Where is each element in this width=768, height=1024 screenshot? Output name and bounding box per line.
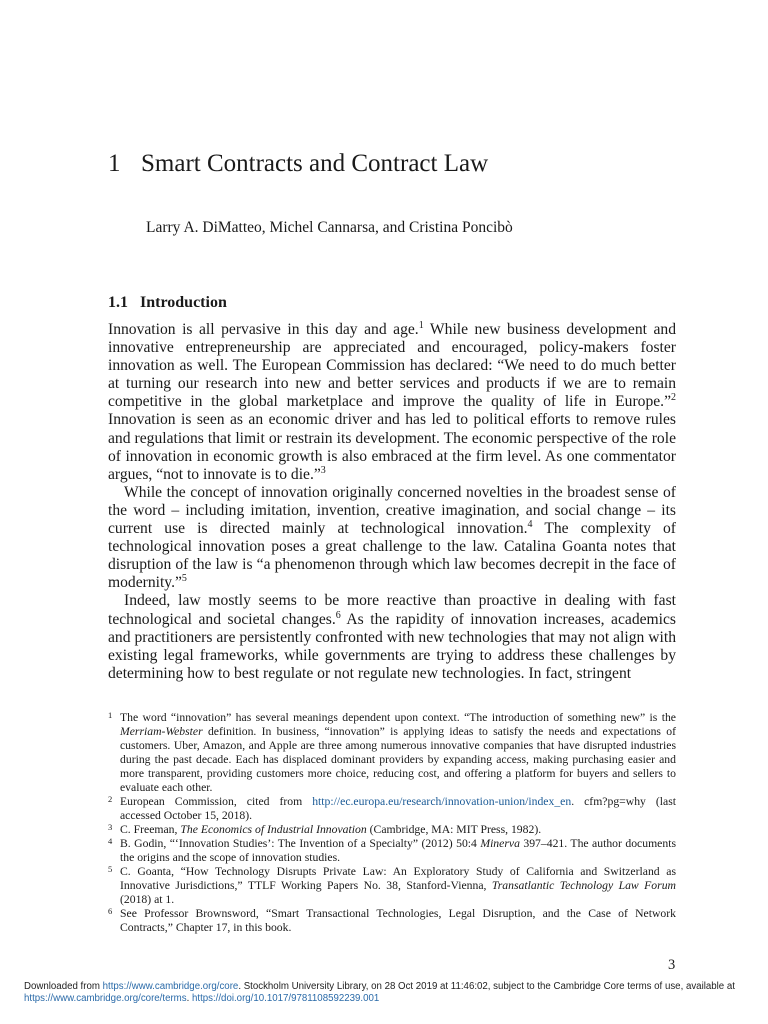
italic-title: Minerva xyxy=(480,837,520,850)
footnote-text: B. Godin, “‘Innovation Studies’: The Invention of a Specialty” (2012) 50:4 Minerva 397–421. The author documents the origins and the scope of innovation studies. xyxy=(120,837,676,864)
chapter-authors: Larry A. DiMatteo, Michel Cannarsa, and Cristina Poncibò xyxy=(146,219,513,236)
footnote-reference: 6 xyxy=(335,609,341,621)
section-number: 1.1 xyxy=(108,294,128,311)
doi-link[interactable]: https://doi.org/10.1017/9781108592239.001 xyxy=(191,993,380,1004)
footnote-number: 5 xyxy=(108,864,113,874)
footnote-number: 6 xyxy=(108,906,113,916)
terms-link[interactable]: https://www.cambridge.org/core/terms xyxy=(24,993,187,1004)
download-prefix: Downloaded from xyxy=(24,981,103,992)
chapter-heading xyxy=(108,148,488,180)
chapter-title: Smart Contracts and Contract Law xyxy=(141,150,489,177)
chapter-number: 1 xyxy=(108,150,121,177)
paragraph: Innovation is all pervasive in this day and age.$^1$ While new business development and innovative entrepreneurship are appreciated and encouraged, policy-makers foster innovation as well. The European Commission has declared: “We need to do much better at turning our research into new and better services and products if we are to remain competitive in the global marketplace and improve the quality of life in Europe.”$^2$ Innovation is seen as an economic driver and has led to political efforts to remove rules and regulations that limit or restrain its development. The economic perspective of the role of innovation in economic growth is also embraced at the firm level. As one commentator argues, “not to innovate is to die.”$^3$ xyxy=(108,319,676,483)
footnote xyxy=(108,907,676,935)
footnote xyxy=(108,711,676,795)
footnote-reference: 1 xyxy=(418,319,424,331)
footnote-reference: 5 xyxy=(181,573,187,585)
footnote-text: The word “innovation” has several meanings dependent upon context. “The introduction of something new” is the Merriam-Webster definition. In business, “innovation” is applying ideas to satisfy the needs and expectations of customers. Uber, Amazon, and Apple are three among numerous innovative companies that have disrupted industries during the past decade. Each has displaced dominant providers by expanding access, making purchasing easier and more transparent, providing customers more choice, reducing cost, and offering a platform for buyers and sellers to evaluate each other. xyxy=(120,711,676,794)
page-number: 3 xyxy=(668,957,676,973)
paragraph: While the concept of innovation originally concerned novelties in the broadest sense of the word – including imitation, invention, creative imagination, and social change – its current use is directed mainly at technological innovation.$^4$ The complexity of technological innovation poses a great challenge to the law. Catalina Goanta notes that disruption of the law is “a phenomenon through which law becomes decrepit in the face of modernity.”$^5$ xyxy=(108,483,676,592)
core-link[interactable]: https://www.cambridge.org/core xyxy=(102,981,239,992)
footnote-number: 1 xyxy=(108,710,113,720)
footnote-number: 3 xyxy=(108,822,113,832)
footnote-reference: 2 xyxy=(671,392,676,404)
footnotes xyxy=(108,711,676,935)
footnote xyxy=(108,823,676,837)
footnote xyxy=(108,865,676,907)
footnote xyxy=(108,837,676,865)
separator: . xyxy=(186,993,192,1004)
download-notice xyxy=(24,981,752,1005)
body-text xyxy=(108,321,676,683)
footnote-reference: 3 xyxy=(320,464,326,476)
footnote-number: 2 xyxy=(108,794,113,804)
italic-title: Merriam-Webster xyxy=(120,725,203,738)
footnote-text: C. Goanta, “How Technology Disrupts Private Law: An Exploratory Study of California and Switzerland as Innovative Jurisdictions,” TTLF Working Papers No. 38, Stanford-Vienna, Transatlantic Technology Law Forum (2018) at 1. xyxy=(120,865,676,906)
download-details: . Stockholm University Library, on 28 Oct 2019 at 11:46:02, subject to the Cambridge Core terms of use, available at xyxy=(238,981,735,992)
footnote-number: 4 xyxy=(108,836,113,846)
footnote-text: European Commission, cited from http://ec.europa.eu/research/innovation-union/index_en. cfm?pg=why (last accessed October 15, 2018). xyxy=(120,795,676,822)
italic-title: Transatlantic Technology Law Forum xyxy=(491,879,676,892)
footnote xyxy=(108,795,676,823)
paragraph: Indeed, law mostly seems to be more reactive than proactive in dealing with fast technological and societal changes.$^6$ As the rapidity of innovation increases, academics and practitioners are persistently confronted with new technologies that may not align with existing legal frameworks, while governments are trying to address these challenges by determining how to best regulate or not regulate new technologies. In fact, stringent xyxy=(108,592,676,682)
footnote-text: See Professor Brownsword, “Smart Transactional Technologies, Legal Disruption, and the Case of Network Contracts,” Chapter 17, in this book. xyxy=(120,907,676,934)
italic-title: The Economics of Industrial Innovation xyxy=(180,823,367,836)
footnote-text: C. Freeman, The Economics of Industrial Innovation (Cambridge, MA: MIT Press, 1982). xyxy=(120,823,542,836)
section-heading xyxy=(108,294,227,312)
section-title: Introduction xyxy=(140,294,227,311)
footnote-reference: 4 xyxy=(527,518,533,530)
footnote-link[interactable]: http://ec.europa.eu/research/innovation-union/index_en xyxy=(312,795,572,808)
